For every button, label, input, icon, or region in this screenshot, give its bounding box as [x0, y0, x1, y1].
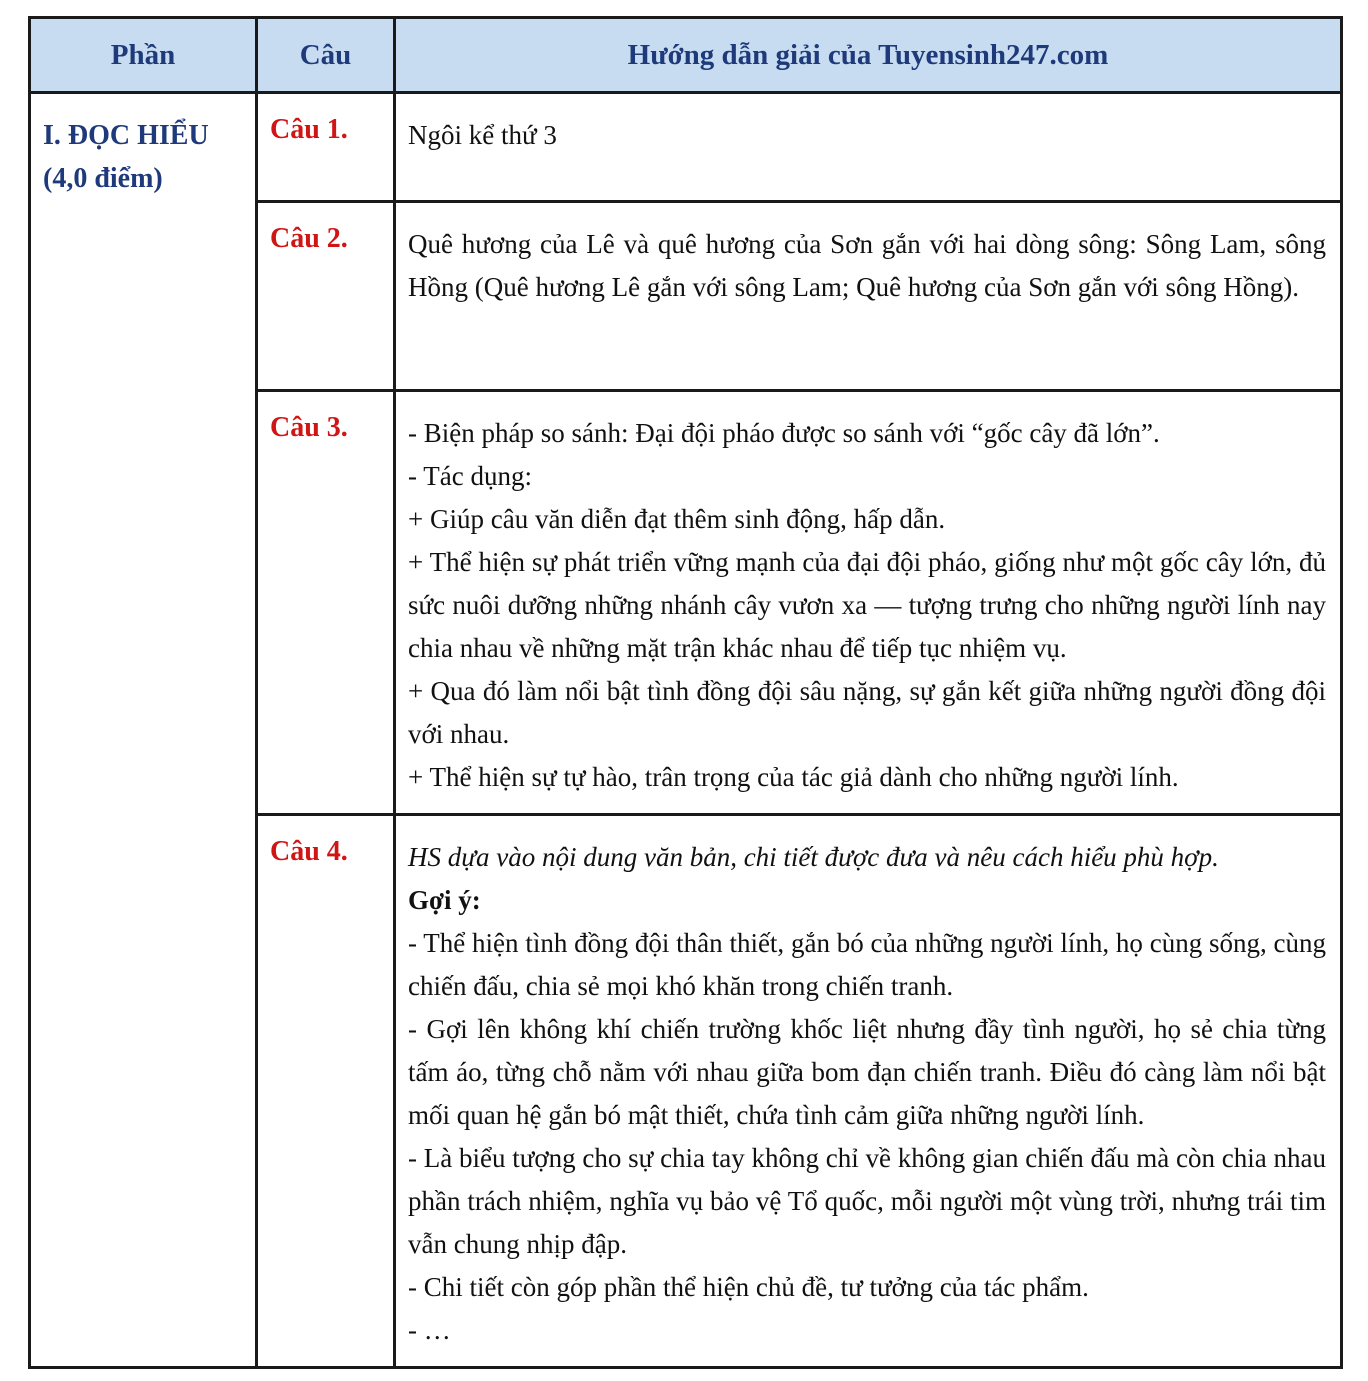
answer-line: - Chi tiết còn góp phần thể hiện chủ đề, tư tưởng của tác phẩm. [408, 1272, 1089, 1302]
answer-note: HS dựa vào nội dung văn bản, chi tiết được đưa và nêu cách hiểu phù hợp. [408, 842, 1219, 872]
hint-label: Gợi ý: [408, 885, 481, 915]
question-label: Câu 1. [257, 93, 395, 202]
answer-cell [395, 93, 1342, 202]
answer-line: - … [408, 1315, 451, 1345]
answer-table [28, 16, 1343, 1369]
answer-line: - Thể hiện tình đồng đội thân thiết, gắn bó của những người lính, họ cùng sống, cùng chiến đấu, chia sẻ mọi khó khăn trong chiến tranh. [408, 928, 1326, 1001]
answer-cell [395, 202, 1342, 391]
question-label: Câu 2. [257, 202, 395, 391]
question-label: Câu 4. [257, 815, 395, 1368]
header-cau: Câu [257, 18, 395, 93]
answer-line: - Biện pháp so sánh: Đại đội pháo được so sánh với “gốc cây đã lớn”. [408, 418, 1160, 448]
header-row [30, 18, 1342, 93]
section-cell [30, 93, 257, 1368]
table-row [30, 93, 1342, 202]
answer-line: + Giúp câu văn diễn đạt thêm sinh động, hấp dẫn. [408, 504, 946, 534]
answer-cell [395, 815, 1342, 1368]
answer-line: Ngôi kể thứ 3 [408, 120, 557, 150]
answer-line: + Qua đó làm nổi bật tình đồng đội sâu nặng, sự gắn kết giữa những người đồng đội với nhau. [408, 676, 1326, 749]
answer-line: - Gợi lên không khí chiến trường khốc liệt nhưng đầy tình người, họ sẻ chia từng tấm áo, từng chỗ nằm với nhau giữa bom đạn chiến tranh. Điều đó càng làm nổi bật mối quan hệ gắn bó mật thiết, chứa tình cảm giữa những người lính. [408, 1014, 1326, 1130]
header-phan: Phần [30, 18, 257, 93]
answer-line: Quê hương của Lê và quê hương của Sơn gắn với hai dòng sông: Sông Lam, sông Hồng (Quê hương Lê gắn với sông Lam; Quê hương của Sơn gắn với sông Hồng). [408, 229, 1326, 302]
question-label: Câu 3. [257, 391, 395, 815]
header-huong-dan: Hướng dẫn giải của Tuyensinh247.com [395, 18, 1342, 93]
answer-cell [395, 391, 1342, 815]
answer-line: - Là biểu tượng cho sự chia tay không chỉ về không gian chiến đấu mà còn chia nhau phần trách nhiệm, nghĩa vụ bảo vệ Tổ quốc, mỗi người một vùng trời, nhưng trái tim vẫn chung nhịp đập. [408, 1143, 1326, 1259]
section-points: (4,0 điểm) [43, 163, 163, 194]
answer-line: + Thể hiện sự phát triển vững mạnh của đại đội pháo, giống như một gốc cây lớn, đủ sức nuôi dưỡng những nhánh cây vươn xa — tượng trưng cho những người lính nay chia nhau về những mặt trận khác nhau để tiếp tục nhiệm vụ. [408, 547, 1326, 663]
section-title: I. ĐỌC HIỂU [43, 120, 209, 151]
answer-line: - Tác dụng: [408, 461, 532, 491]
answer-line: + Thể hiện sự tự hào, trân trọng của tác giả dành cho những người lính. [408, 762, 1179, 792]
